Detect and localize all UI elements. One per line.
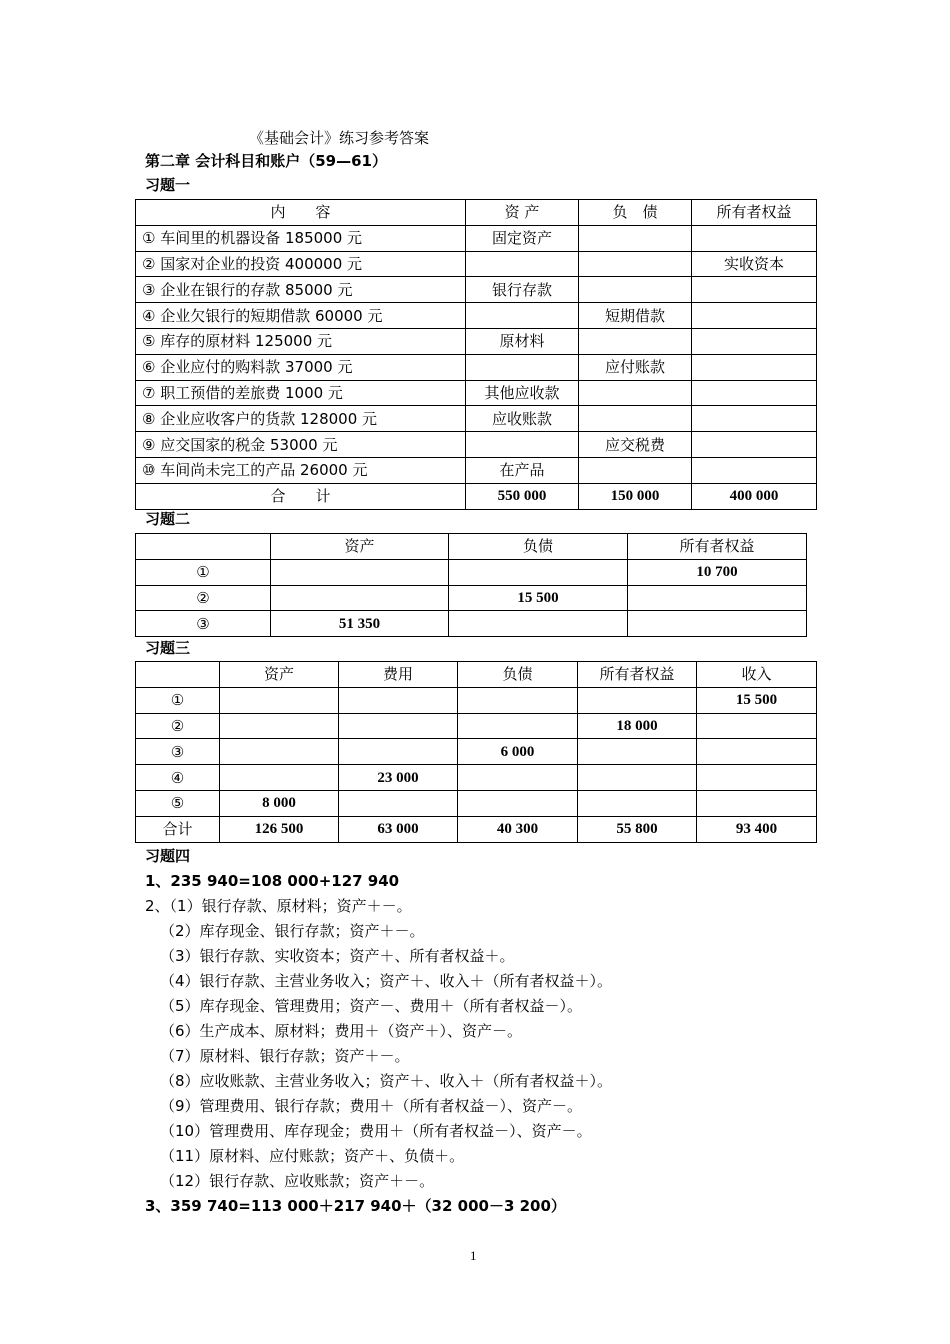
header-cell: 资产: [271, 534, 449, 560]
liability-cell: [458, 765, 578, 791]
revenue-cell: [697, 790, 817, 816]
equity-cell: [578, 739, 697, 765]
header-cell: 所有者权益: [578, 662, 697, 688]
total-equity: 400 000: [692, 483, 817, 509]
asset-cell: [466, 354, 579, 380]
revenue-cell: 15 500: [697, 687, 817, 713]
equity-cell: 18 000: [578, 713, 697, 739]
liability-cell: [449, 559, 628, 585]
asset-cell: [271, 585, 449, 611]
asset-cell: [220, 739, 339, 765]
liability-cell: [449, 611, 628, 637]
asset-cell: 原材料: [466, 328, 579, 354]
asset-cell: [466, 432, 579, 458]
row-number: ③: [136, 739, 220, 765]
table-row: [136, 251, 817, 277]
table-row: [136, 225, 817, 251]
total-expense: 63 000: [339, 816, 458, 842]
equity-cell: [692, 277, 817, 303]
header-cell: 收入: [697, 662, 817, 688]
table-row: [136, 406, 817, 432]
exercise-2-table: [135, 533, 807, 637]
table-row: [136, 457, 817, 483]
asset-cell: 在产品: [466, 457, 579, 483]
content-cell: ① 车间里的机器设备 185000 元: [136, 225, 466, 251]
asset-cell: [220, 713, 339, 739]
liability-cell: [579, 457, 692, 483]
answer-item: （11）原材料、应付账款；资产＋、负债＋。: [160, 1147, 465, 1165]
answer-item: （7）原材料、银行存款；资产＋－。: [160, 1047, 410, 1065]
total-label: 合 计: [136, 483, 466, 509]
table-row: [136, 277, 817, 303]
liability-cell: [579, 251, 692, 277]
equity-cell: [578, 765, 697, 791]
header-cell: 所有者权益: [692, 200, 817, 226]
table-row: [136, 765, 817, 791]
table-row: [136, 739, 817, 765]
answer-item: （8）应收账款、主营业务收入；资产＋、收入＋（所有者权益＋）。: [160, 1072, 613, 1090]
table-row: [136, 354, 817, 380]
equity-cell: 实收资本: [692, 251, 817, 277]
answer-item: （12）银行存款、应收账款；资产＋－。: [160, 1172, 435, 1190]
total-asset: 550 000: [466, 483, 579, 509]
content-cell: ⑨ 应交国家的税金 53000 元: [136, 432, 466, 458]
exercise-3-label: 习题三: [145, 639, 191, 657]
exercise-3-table: [135, 661, 817, 843]
liability-cell: 应交税费: [579, 432, 692, 458]
header-cell: 负债: [449, 534, 628, 560]
equity-cell: [628, 611, 807, 637]
revenue-cell: [697, 713, 817, 739]
equity-cell: [692, 303, 817, 329]
row-number: ③: [136, 611, 271, 637]
header-cell: 资 产: [466, 200, 579, 226]
table-row: [136, 585, 807, 611]
row-number: ②: [136, 713, 220, 739]
expense-cell: 23 000: [339, 765, 458, 791]
table-row: [136, 611, 807, 637]
equity-cell: [578, 790, 697, 816]
equity-cell: [692, 432, 817, 458]
table-header-row: [136, 534, 807, 560]
equity-cell: [628, 585, 807, 611]
table-row: [136, 687, 817, 713]
header-cell: 负 债: [579, 200, 692, 226]
equity-cell: [692, 380, 817, 406]
liability-cell: [579, 225, 692, 251]
asset-cell: 银行存款: [466, 277, 579, 303]
table-row: [136, 303, 817, 329]
liability-cell: 短期借款: [579, 303, 692, 329]
equity-cell: [692, 406, 817, 432]
answer-line-2: 2、（1）银行存款、原材料；资产＋－。: [145, 897, 412, 915]
total-equity: 55 800: [578, 816, 697, 842]
page-number: 1: [470, 1248, 477, 1263]
equity-cell: [692, 457, 817, 483]
answer-line-1: 1、235 940=108 000+127 940: [145, 872, 400, 890]
answer-item: （3）银行存款、实收资本；资产＋、所有者权益＋。: [160, 947, 515, 965]
total-row: [136, 483, 817, 509]
header-cell: 费用: [339, 662, 458, 688]
content-cell: ⑥ 企业应付的购料款 37000 元: [136, 354, 466, 380]
answer-line-3: 3、359 740=113 000＋217 940＋（32 000－3 200）: [145, 1197, 566, 1215]
liability-cell: [579, 277, 692, 303]
total-revenue: 93 400: [697, 816, 817, 842]
table-row: [136, 328, 817, 354]
row-number: ⑤: [136, 790, 220, 816]
chapter-heading: 第二章 会计科目和账户（59—61）: [145, 152, 387, 170]
equity-cell: [692, 354, 817, 380]
content-cell: ④ 企业欠银行的短期借款 60000 元: [136, 303, 466, 329]
asset-cell: [466, 303, 579, 329]
liability-cell: 15 500: [449, 585, 628, 611]
content-cell: ③ 企业在银行的存款 85000 元: [136, 277, 466, 303]
table-row: [136, 790, 817, 816]
exercise-4-label: 习题四: [145, 847, 191, 865]
table-row: [136, 380, 817, 406]
answer-item: （6）生产成本、原材料；费用＋（资产＋）、资产－。: [160, 1022, 523, 1040]
expense-cell: [339, 687, 458, 713]
document-title: 《基础会计》练习参考答案: [249, 129, 430, 147]
table-row: [136, 713, 817, 739]
expense-cell: [339, 790, 458, 816]
asset-cell: [466, 251, 579, 277]
header-cell: 资产: [220, 662, 339, 688]
exercise-4-section: [145, 844, 612, 1219]
asset-cell: 固定资产: [466, 225, 579, 251]
asset-cell: [220, 765, 339, 791]
exercise-1-table: [135, 199, 817, 510]
row-number: ①: [136, 687, 220, 713]
table-row: [136, 559, 807, 585]
content-cell: ⑧ 企业应收客户的货款 128000 元: [136, 406, 466, 432]
total-asset: 126 500: [220, 816, 339, 842]
liability-cell: [579, 328, 692, 354]
content-cell: ⑩ 车间尚未完工的产品 26000 元: [136, 457, 466, 483]
table-row: [136, 432, 817, 458]
equity-cell: [692, 225, 817, 251]
answer-item: （4）银行存款、主营业务收入；资产＋、收入＋（所有者权益＋）。: [160, 972, 613, 990]
liability-cell: [458, 713, 578, 739]
answer-item: （10）管理费用、库存现金；费用＋（所有者权益－）、资产－。: [160, 1122, 592, 1140]
header-cell: [136, 534, 271, 560]
equity-cell: [578, 687, 697, 713]
exercise-1-label: 习题一: [145, 176, 191, 194]
content-cell: ⑦ 职工预借的差旅费 1000 元: [136, 380, 466, 406]
answer-item: （9）管理费用、银行存款；费用＋（所有者权益－）、资产－。: [160, 1097, 583, 1115]
total-liability: 150 000: [579, 483, 692, 509]
header-cell: 负债: [458, 662, 578, 688]
liability-cell: [579, 406, 692, 432]
asset-cell: [220, 687, 339, 713]
table-header-row: [136, 662, 817, 688]
revenue-cell: [697, 765, 817, 791]
header-cell: 所有者权益: [628, 534, 807, 560]
table-header-row: [136, 200, 817, 226]
equity-cell: [692, 328, 817, 354]
liability-cell: 6 000: [458, 739, 578, 765]
expense-cell: [339, 713, 458, 739]
equity-cell: 10 700: [628, 559, 807, 585]
asset-cell: 应收账款: [466, 406, 579, 432]
liability-cell: 应付账款: [579, 354, 692, 380]
total-label: 合计: [136, 816, 220, 842]
asset-cell: 51 350: [271, 611, 449, 637]
asset-cell: 其他应收款: [466, 380, 579, 406]
expense-cell: [339, 739, 458, 765]
row-number: ②: [136, 585, 271, 611]
content-cell: ⑤ 库存的原材料 125000 元: [136, 328, 466, 354]
revenue-cell: [697, 739, 817, 765]
total-row: [136, 816, 817, 842]
header-cell: [136, 662, 220, 688]
exercise-2-label: 习题二: [145, 510, 191, 528]
liability-cell: [458, 790, 578, 816]
liability-cell: [579, 380, 692, 406]
asset-cell: 8 000: [220, 790, 339, 816]
header-cell: 内 容: [136, 200, 466, 226]
total-liability: 40 300: [458, 816, 578, 842]
answer-item: （5）库存现金、管理费用；资产－、费用＋（所有者权益－）。: [160, 997, 583, 1015]
content-cell: ② 国家对企业的投资 400000 元: [136, 251, 466, 277]
row-number: ④: [136, 765, 220, 791]
row-number: ①: [136, 559, 271, 585]
answer-item: （2）库存现金、银行存款；资产＋－。: [160, 922, 425, 940]
liability-cell: [458, 687, 578, 713]
asset-cell: [271, 559, 449, 585]
